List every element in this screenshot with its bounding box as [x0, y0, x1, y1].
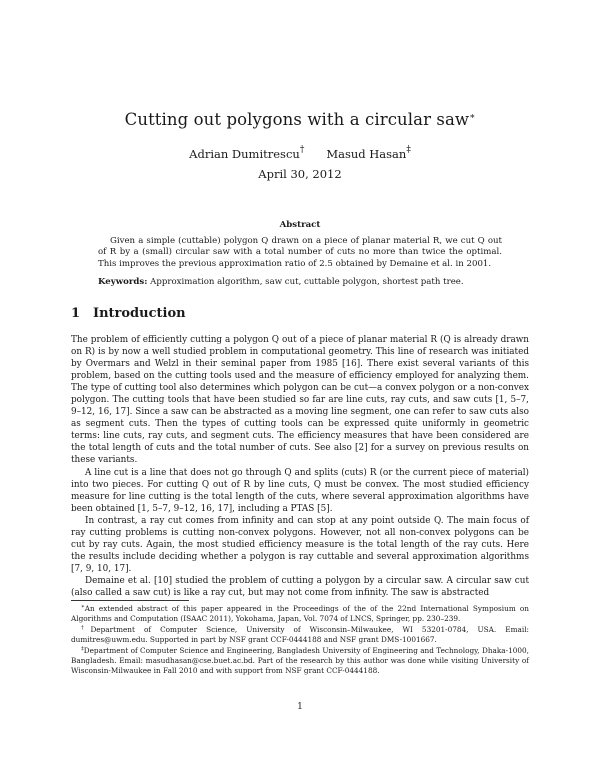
paragraph: The problem of efficiently cutting a polygon Q out of a piece of planar material R (Q is already drawn on R) is by now a well studied problem in computational geometry. This line of research was initiated by Overmars and Welzl in their seminal paper from 1985 [16]. There exist several variants of this problem, based on the cutting tools used and the measure of efficiency employed for analyzing them. The type of cutting tool also determines which polygon can be cut—a convex polygon or a non-convex polygon. The cutting tools that have been studied so far are line cuts, ray cuts, and saw cuts [1, 5–7, 9–12, 16, 17]. Since a saw can be abstracted as a moving line segment, one can refer to saw cuts also as segment cuts. Then the types of cutting tools can be expressed quite uniformly in geometric terms: line cuts, ray cuts, and segment cuts. The efficiency measures that have been considered are the total length of cuts and the total number of cuts. See also [2] for a survey on previous results on these variants.	[71, 335, 529, 466]
section-heading	[71, 306, 186, 321]
footnote	[71, 624, 529, 645]
keywords-label: Keywords:	[98, 277, 148, 287]
footnote-mark: ‡	[81, 645, 84, 652]
footnote-text: Department of Computer Science, University of Wisconsin–Milwaukee, WI 53201-0784, USA. Email: dumitres@uwm.edu. Supported in part by NSF grant CCF-0444188 and NSF grant DMS-1001667.	[71, 624, 529, 644]
footnote-text: An extended abstract of this paper appeared in the Proceedings of the of the 22nd International Symposium on Algorithms and Computation (ISAAC 2011), Yokohama, Japan, Vol. 7074 of LNCS, Springer, pp. 230–239.	[71, 604, 529, 623]
abstract-heading: Abstract	[279, 220, 321, 230]
paragraph: In contrast, a ray cut comes from infinity and can stop at any point outside Q. The main focus of ray cutting problems is cutting non-convex polygons. However, not all non-convex polygons can be cut by ray cuts. Again, the most studied efficiency measure is the total length of the ray cuts. Here the results include deciding whether a polygon is ray cuttable and several approximation algorithms [7, 9, 10, 17].	[71, 515, 529, 574]
keywords	[98, 277, 502, 288]
paper-date: April 30, 2012	[258, 167, 342, 181]
paper-title	[0, 110, 600, 129]
author-name: Adrian Dumitrescu	[189, 147, 300, 161]
paragraph: A line cut is a line that does not go through Q and splits (cuts) R (or the current piece of material) into two pieces. For cutting Q out of R by line cuts, Q must be convex. The most studied efficiency measure for line cutting is the total length of the cuts, where several approximation algorithms have been obtained [1, 5–7, 9–12, 16, 17], including a PTAS [5].	[71, 467, 529, 514]
author-list	[0, 145, 600, 161]
author-footnote-mark: †	[299, 145, 305, 155]
footnote-mark: †	[81, 624, 91, 631]
footnote-mark: ∗	[81, 604, 85, 610]
footnote	[71, 645, 529, 676]
body-text	[71, 334, 529, 599]
author-name: Masud Hasan	[326, 147, 407, 161]
paragraph: Demaine et al. [10] studied the problem of cutting a polygon by a circular saw. A circular saw cut (also called a saw cut) is like a ray cut, but may not come from infinity. The saw is abstracted	[71, 575, 529, 598]
abstract-text: Given a simple (cuttable) polygon Q drawn on a piece of planar material R, we cut Q out of R by a (small) circular saw with a total number of cuts no more than twice the optimal. This improves the previous approximation ratio of 2.5 obtained by Demaine et al. in 2001.	[98, 236, 502, 269]
section-number: 1	[71, 306, 81, 321]
footnote	[71, 603, 529, 624]
section-title: Introduction	[93, 306, 186, 321]
footnotes	[71, 603, 529, 676]
author-footnote-mark: ‡	[406, 145, 411, 155]
title-text: Cutting out polygons with a circular saw	[124, 110, 470, 129]
footnote-text: Department of Computer Science and Engineering, Bangladesh University of Engineering and Technology, Dhaka-1000, Bangladesh. Email: masudhasan@cse.buet.ac.bd. Part of the research by this author was done while visiting University of Wisconsin-Milwaukee in Fall 2010 and with support from NSF grant CCF-0444188.	[71, 645, 529, 675]
keywords-text: Approximation algorithm, saw cut, cuttable polygon, shortest path tree.	[150, 277, 464, 287]
page-number: 1	[297, 702, 303, 712]
footnote-rule	[71, 600, 189, 601]
title-footnote-mark: ∗	[469, 112, 476, 122]
